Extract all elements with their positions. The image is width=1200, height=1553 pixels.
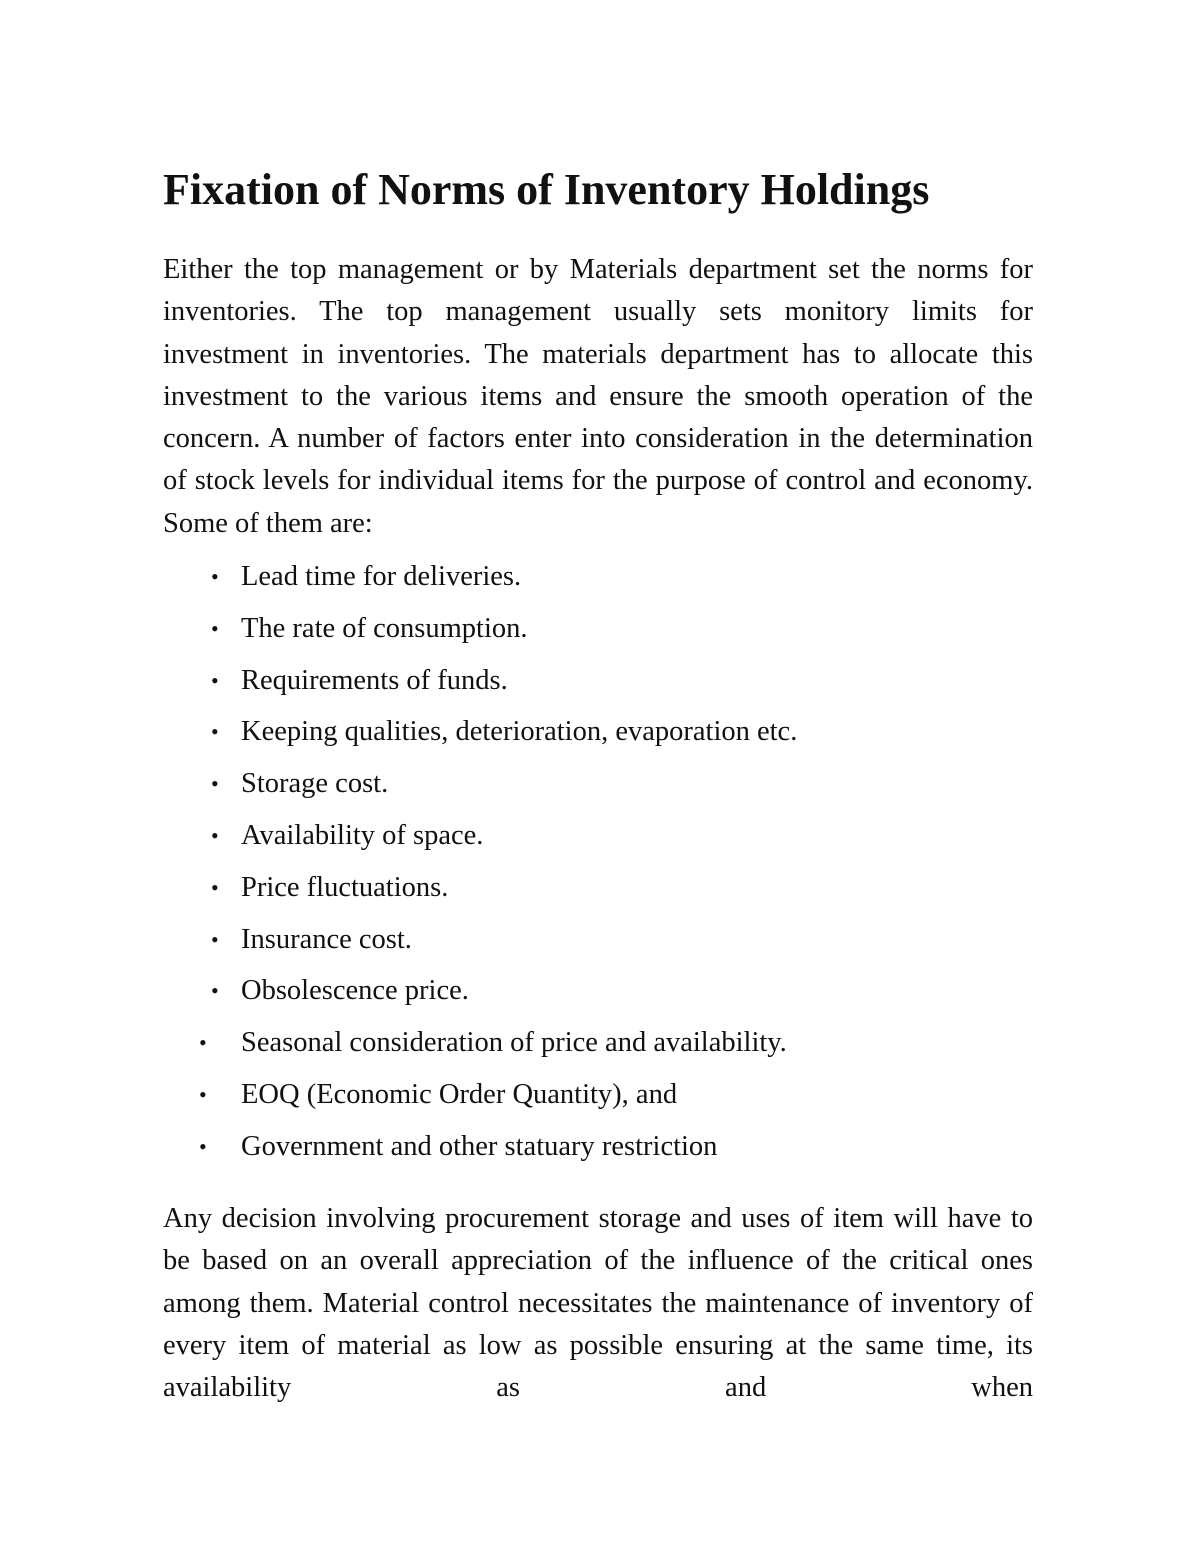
list-item-text: Government and other statuary restriction [241, 1130, 718, 1162]
list-item [163, 763, 1033, 815]
list-item [163, 867, 1033, 919]
list-item [163, 556, 1033, 608]
list-item-text: Seasonal consideration of price and availability. [241, 1027, 787, 1059]
list-item-text: The rate of consumption. [241, 612, 528, 644]
list-item [163, 970, 1033, 1022]
bullet-icon: • [211, 822, 219, 848]
bullet-icon: • [199, 1030, 207, 1056]
bullet-icon: • [211, 926, 219, 952]
bullet-icon: • [211, 615, 219, 641]
list-item-text: Keeping qualities, deterioration, evaporation etc. [241, 716, 798, 748]
bullet-icon: • [211, 771, 219, 797]
list-item [163, 711, 1033, 763]
bullet-icon: • [199, 1133, 207, 1159]
bullet-icon: • [211, 978, 219, 1004]
list-item [163, 660, 1033, 712]
list-item [163, 1074, 1033, 1126]
intro-paragraph: Either the top management or by Materials department set the norms for inventories. The top management usually sets monitory limits for investment in inventories. The materials department has to allocate this investment to the various items and ensure the smooth operation of the concern. A number of factors enter into consideration in the determination of stock levels for individual items for the purpose of control and economy. Some of them are: [163, 254, 1033, 539]
list-item [163, 608, 1033, 660]
list-item-text: Price fluctuations. [241, 871, 449, 903]
list-item [163, 1022, 1033, 1074]
list-item-text: EOQ (Economic Order Quantity), and [241, 1078, 678, 1110]
document-title: Fixation of Norms of Inventory Holdings [163, 165, 930, 214]
bullet-icon: • [211, 874, 219, 900]
list-item-text: Requirements of funds. [241, 664, 508, 696]
bullet-icon: • [211, 667, 219, 693]
list-item-text: Obsolescence price. [241, 975, 469, 1007]
list-item-text: Availability of space. [241, 819, 484, 851]
bullet-icon: • [211, 564, 219, 589]
list-item-text: Insurance cost. [241, 923, 412, 955]
closing-paragraph: Any decision involving procurement storage and uses of item will have to be based on an overall appreciation of the influence of the critical ones among them. Material control necessitates the maintenance of inventory of every item of material as low as possible ensuring at the same time, its availability as and when [163, 1203, 1033, 1404]
list-item [163, 1126, 1033, 1178]
bullet-icon: • [199, 1081, 207, 1107]
list-item-text: Lead time for deliveries. [241, 561, 522, 592]
bullet-icon: • [211, 719, 219, 745]
list-item [163, 919, 1033, 971]
list-item [163, 815, 1033, 867]
list-item-text: Storage cost. [241, 768, 389, 800]
factors-list [163, 556, 1033, 1178]
